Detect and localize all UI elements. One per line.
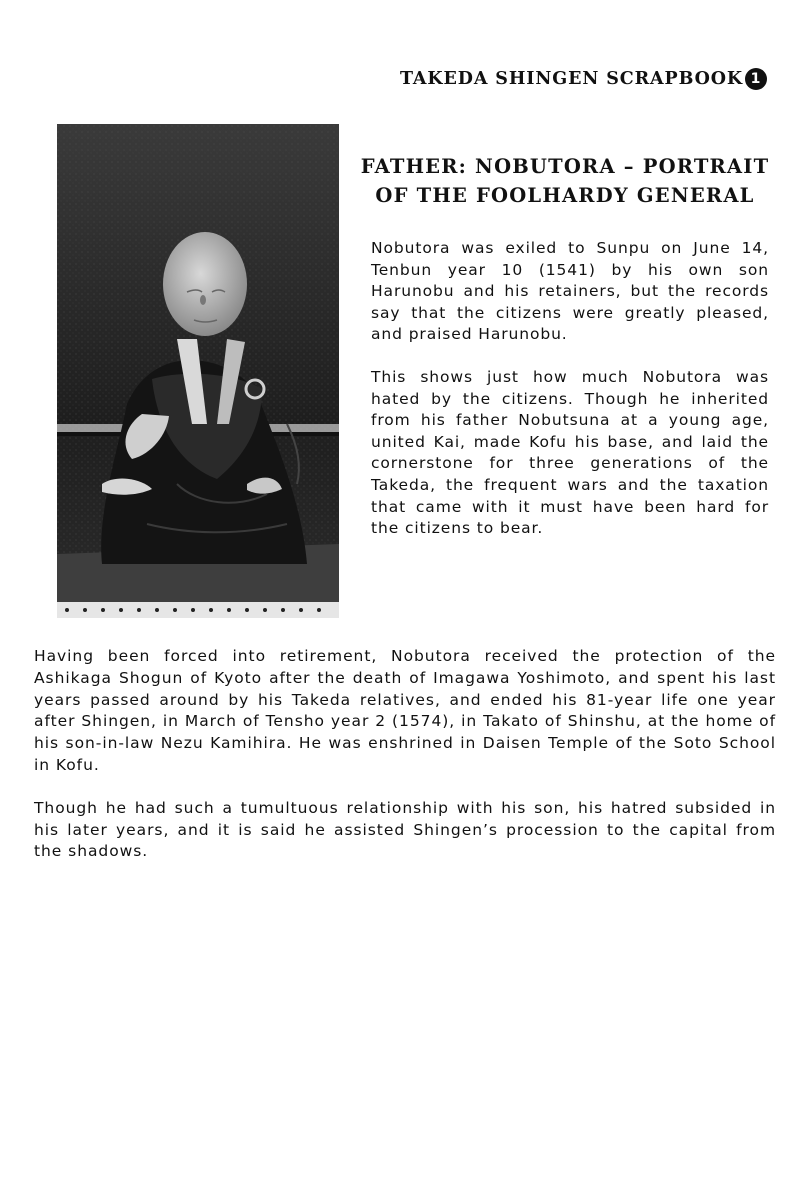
side-paragraph-2: This shows just how much Nobutora was hated by the citizens. Though he inherited from his father Nobutsuna at a young age, united Kai, made Kofu his base, and laid the cornerstone for three generations of the Takeda, the frequent wars and the taxation that came with it must have been hard for the citizens to bear.: [371, 367, 769, 538]
portrait-illustration: [57, 124, 339, 618]
running-title: TAKEDA SHINGEN SCRAPBOOK: [399, 69, 743, 89]
article-title: [345, 152, 785, 210]
main-column-text: [34, 646, 776, 884]
volume-number-badge: 1: [745, 68, 767, 90]
main-paragraph-1: Having been forced into retirement, Nobutora received the protection of the Ashikaga Shogun of Kyoto after the death of Imagawa Yoshimoto, and spent his last years passed around by his Takeda relatives, and ended his 81-year life one year after Shingen, in March of Tensho year 2 (1574), in Takato of Shinshu, at the home of his son-in-law Nezu Kamihira. He was enshrined in Daisen Temple of the Soto School in Kofu.: [34, 647, 776, 774]
article-title-line-1: FATHER: NOBUTORA – PORTRAIT: [360, 155, 770, 178]
article-title-line-2: OF THE FOOLHARDY GENERAL: [375, 184, 755, 207]
side-column-text: [371, 238, 769, 561]
main-paragraph-2: Though he had such a tumultuous relationship with his son, his hatred subsided in his later years, and it is said he assisted Shingen’s procession to the capital from the shadows.: [34, 798, 776, 861]
running-header: [400, 68, 767, 90]
portrait-image: [57, 124, 339, 618]
side-paragraph-1: Nobutora was exiled to Sunpu on June 14, Tenbun year 10 (1541) by his own son Harunobu and his retainers, but the records say that the citizens were greatly pleased, and praised Harunobu.: [371, 239, 769, 344]
